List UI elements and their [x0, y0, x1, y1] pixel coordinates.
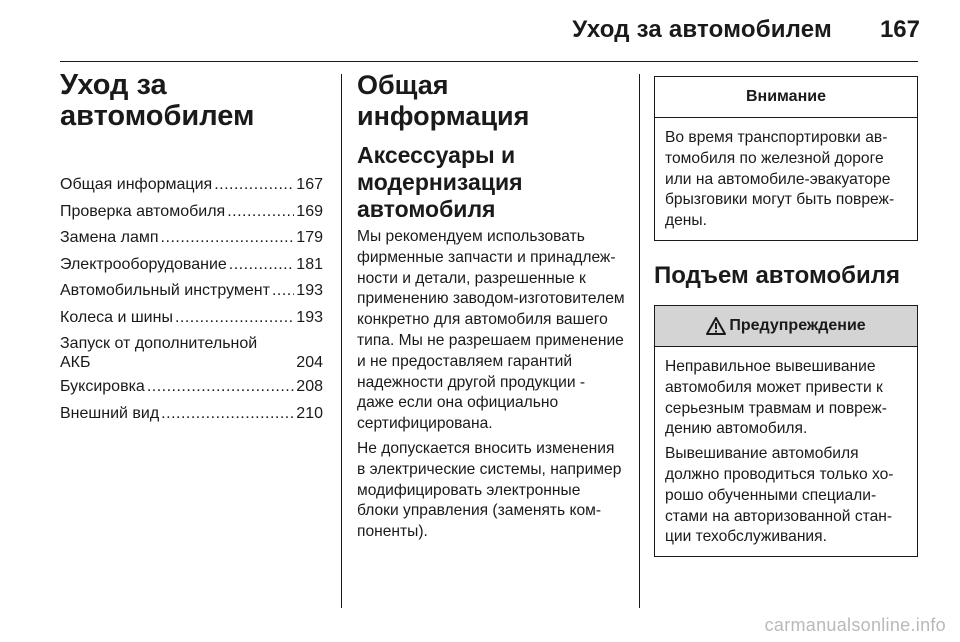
toc-leader [175, 307, 294, 329]
column-divider-left [341, 74, 342, 608]
right-column [654, 76, 918, 557]
watermark: carmanualsonline.info [764, 615, 946, 635]
toc-label: Общая информация [60, 176, 213, 193]
notice-box [654, 76, 918, 241]
column-divider-right [639, 74, 640, 608]
subsection-title: Аксессуары и модернизация автомобиля [357, 142, 523, 222]
toc-page: 179 [296, 229, 323, 247]
toc-label: Проверка автомобиля [60, 202, 226, 220]
toc-entry[interactable] [60, 254, 323, 276]
toc-page: 193 [296, 282, 323, 300]
warning-box [654, 305, 918, 557]
chapter-column [60, 70, 323, 429]
toc-page: 167 [296, 176, 323, 193]
table-of-contents [60, 174, 323, 425]
toc-page: 208 [296, 378, 323, 396]
toc-label: Замена ламп [60, 229, 159, 247]
toc-label: Буксировка [60, 378, 145, 396]
toc-page: 193 [296, 308, 323, 326]
toc-leader [227, 201, 294, 223]
toc-entry[interactable] [60, 334, 323, 372]
notice-heading: Внимание [655, 77, 917, 118]
toc-label: Колеса и шины [60, 308, 173, 326]
notice-text: Во время транспортировки автомобиля по железной дороге или на автомобиле-эвакуаторе брызговики могут быть повреждены. [665, 129, 895, 230]
toc-label: Внешний вид [60, 404, 160, 422]
paragraph: Мы рекомендуем использовать фирменные запчасти и принадлежности и детали, разрешенные к применению заводом-изготовителем конкретно для автомобиля вашего типа. Мы не разрешаем применение и не предоставляем гарантий надежности другой продукции - даже если она официально сертифицирована. [357, 228, 625, 433]
header-rule [60, 61, 918, 62]
toc-entry[interactable] [60, 376, 323, 398]
toc-label: Электрооборудование [60, 255, 227, 273]
toc-leader [229, 254, 295, 276]
toc-page: 181 [296, 255, 323, 273]
warning-triangle-icon [706, 317, 726, 335]
toc-leader [161, 403, 294, 425]
toc-leader [147, 376, 294, 398]
toc-entry[interactable] [60, 227, 323, 249]
warning-text: Вывешивание автомобиля должно проводиться только хорошо обученными специалистами на авторизованной станции техобслуживания. [665, 445, 894, 546]
toc-entry[interactable] [60, 280, 323, 302]
chapter-title: Уход за автомобилем [60, 69, 255, 132]
warning-header [655, 306, 917, 347]
section-title: Общая информация [357, 70, 530, 131]
warning-text: Неправильное вывешивание автомобиля может привести к серьезным травмам и повреждению автомобиля. [665, 357, 887, 438]
warning-heading: Предупреждение [729, 316, 866, 334]
toc-label: Автомобильный инструмент [60, 282, 270, 300]
general-info-column [357, 70, 625, 547]
running-head-title: Уход за автомобилем [572, 16, 832, 43]
toc-entry[interactable] [60, 403, 323, 425]
page-number: 167 [879, 16, 920, 43]
toc-entry[interactable] [60, 307, 323, 329]
toc-label: Запуск от дополнительной [60, 334, 258, 352]
page-header [0, 0, 960, 62]
section-title: Подъем автомобиля [654, 261, 900, 289]
toc-leader [161, 227, 295, 249]
paragraph: Не допускается вносить изменения в электрические системы, например модифицировать электронные блоки управления (заменять компоненты). [357, 439, 622, 541]
toc-page: 169 [296, 202, 323, 220]
toc-label: АКБ [60, 353, 91, 371]
toc-leader [272, 280, 294, 302]
toc-entry[interactable] [60, 201, 323, 223]
toc-page: 210 [296, 404, 323, 422]
toc-entry[interactable] [60, 174, 323, 196]
toc-leader [214, 174, 294, 196]
toc-page: 204 [296, 353, 323, 371]
